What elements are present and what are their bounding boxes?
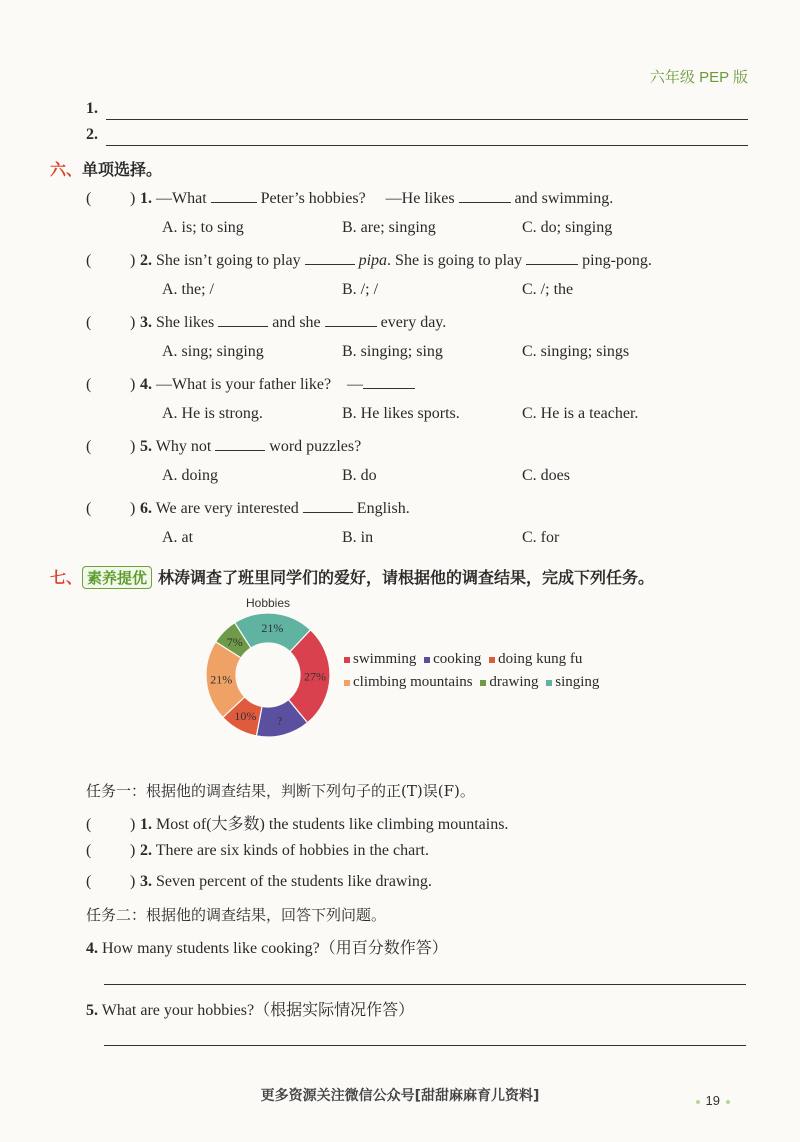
slice-label: 27% (303, 669, 326, 684)
slice-label: 7% (226, 634, 243, 649)
question-text: English. (356, 500, 410, 517)
blank[interactable] (218, 312, 268, 327)
question-text: She likes (156, 314, 215, 331)
answer-paren[interactable]: ( (86, 816, 92, 833)
tf-item-3 (86, 873, 432, 891)
blank[interactable] (526, 250, 578, 265)
paren-close: ) (130, 873, 136, 890)
legend-swatch (344, 680, 350, 686)
option-c[interactable]: C. /; the (522, 281, 574, 298)
slice-label: 10% (234, 709, 257, 724)
question-2 (86, 250, 652, 270)
paren-close: ) (130, 314, 136, 331)
tf-item-1 (86, 811, 508, 834)
question-number: 2. (140, 252, 152, 269)
legend-swatch (344, 657, 350, 663)
page-number-text: 19 (705, 1093, 720, 1108)
paren-close: ) (130, 252, 136, 269)
option-c[interactable]: C. He is a teacher. (522, 405, 639, 422)
option-a[interactable]: A. doing (162, 467, 218, 484)
dot-icon (696, 1100, 700, 1104)
answer-rule (106, 145, 748, 146)
blank[interactable] (305, 250, 355, 265)
slice-label: ? (277, 713, 283, 728)
answer-line-number: 1. (86, 100, 98, 117)
hobbies-donut-chart (200, 592, 340, 742)
question-number: 1. (140, 816, 152, 833)
option-b[interactable]: B. /; / (342, 281, 379, 298)
option-c[interactable]: C. does (522, 467, 570, 484)
answer-paren[interactable]: ( (86, 314, 92, 331)
slice-label: 21% (261, 621, 284, 636)
option-c[interactable]: C. do; singing (522, 219, 613, 236)
question-number: 3. (140, 873, 152, 890)
slice-label: 21% (210, 672, 233, 687)
question-4 (86, 374, 419, 394)
question-text: . She is going to play (387, 252, 523, 269)
question-text: We are very interested (155, 500, 299, 517)
legend-swatch (480, 680, 486, 686)
question-number: 2. (140, 842, 152, 859)
legend-swatch (424, 657, 430, 663)
open-question-4 (86, 935, 448, 958)
skill-badge: 素养提优 (82, 566, 152, 589)
answer-paren[interactable]: ( (86, 500, 92, 517)
question-text: Peter’s hobbies? (260, 190, 366, 207)
question-text: — (347, 376, 364, 393)
answer-line-q4[interactable] (104, 984, 746, 985)
option-a[interactable]: A. the; / (162, 281, 214, 298)
question-text: —What (156, 190, 207, 207)
blank[interactable] (363, 374, 415, 389)
dot-icon (726, 1100, 730, 1104)
section-number: 六、 (50, 160, 83, 179)
open-question-text: What are your hobbies?（根据实际情况作答） (101, 1002, 415, 1019)
blank[interactable] (325, 312, 377, 327)
legend-label: singing (555, 674, 600, 690)
option-c[interactable]: C. for (522, 529, 560, 546)
option-b[interactable]: B. He likes sports. (342, 405, 460, 422)
blank[interactable] (303, 498, 353, 513)
option-a[interactable]: A. at (162, 529, 194, 546)
legend-label: doing kung fu (498, 651, 583, 667)
section-title: 单项选择。 (82, 160, 163, 179)
question-text-italic: pipa (358, 252, 388, 269)
question-text: ping-pong. (582, 252, 652, 269)
answer-paren[interactable]: ( (86, 873, 92, 890)
footer-note: 更多资源关注微信公众号[甜甜麻麻育儿资料] (260, 1088, 540, 1104)
task-1-title: 任务一：根据他的调查结果，判断下列句子的正(T)误(F)。 (86, 782, 475, 800)
legend-label: drawing (489, 674, 539, 690)
task-2-title: 任务二：根据他的调查结果，回答下列问题。 (86, 906, 387, 924)
question-number: 5. (86, 1002, 98, 1019)
answer-paren[interactable]: ( (86, 842, 92, 859)
question-text: Why not (155, 438, 212, 455)
tf-item-2 (86, 842, 429, 860)
section-title: 林涛调查了班里同学们的爱好，请根据他的调查结果，完成下列任务。 (158, 568, 655, 587)
option-b[interactable]: B. in (342, 529, 374, 546)
section-6-heading (50, 157, 162, 180)
answer-line-number: 2. (86, 126, 98, 143)
chart-legend-row-1 (344, 651, 582, 668)
blank[interactable] (215, 436, 265, 451)
question-text: —What is your father like? (156, 376, 332, 393)
option-a[interactable]: A. is; to sing (162, 219, 244, 236)
tf-text: Seven percent of the students like drawing. (156, 873, 432, 890)
question-number: 4. (140, 376, 152, 393)
answer-line-2[interactable] (86, 126, 748, 148)
answer-paren[interactable]: ( (86, 252, 92, 269)
question-number: 4. (86, 940, 98, 957)
legend-swatch (546, 680, 552, 686)
paren-close: ) (130, 438, 136, 455)
option-b[interactable]: B. are; singing (342, 219, 436, 236)
answer-paren[interactable]: ( (86, 376, 92, 393)
legend-label: swimming (353, 651, 417, 667)
open-question-5 (86, 997, 414, 1020)
answer-rule (106, 119, 748, 120)
question-text: She isn’t going to play (156, 252, 301, 269)
legend-label: climbing mountains (353, 674, 473, 690)
paren-close: ) (130, 500, 136, 517)
open-question-text: How many students like cooking?（用百分数作答） (102, 940, 448, 957)
question-5 (86, 436, 361, 456)
question-text: word puzzles? (269, 438, 362, 455)
answer-line-1[interactable] (86, 100, 748, 122)
option-a[interactable]: A. sing; singing (162, 343, 264, 360)
chart-title: Hobbies (245, 596, 291, 610)
option-a[interactable]: A. He is strong. (162, 405, 263, 422)
tf-text: There are six kinds of hobbies in the chart. (155, 842, 429, 859)
question-3 (86, 312, 446, 332)
chart-legend-row-2 (344, 674, 599, 691)
paren-close: ) (130, 376, 136, 393)
question-number: 1. (140, 190, 152, 207)
answer-line-q5[interactable] (104, 1045, 746, 1046)
option-b[interactable]: B. do (342, 467, 377, 484)
option-b[interactable]: B. singing; sing (342, 343, 443, 360)
blank[interactable] (211, 188, 257, 203)
blank[interactable] (459, 188, 511, 203)
paren-close: ) (130, 842, 136, 859)
question-number: 6. (140, 500, 152, 517)
answer-paren[interactable]: ( (86, 438, 92, 455)
tf-text: Most of(大多数) the students like climbing mountains. (156, 816, 509, 833)
question-number: 5. (140, 438, 152, 455)
grade-tag: 六年级 PEP 版 (649, 69, 748, 86)
question-number: 3. (140, 314, 152, 331)
legend-label: cooking (433, 651, 482, 667)
legend-swatch (489, 657, 495, 663)
answer-paren[interactable]: ( (86, 190, 92, 207)
paren-close: ) (130, 190, 136, 207)
question-6 (86, 498, 410, 518)
question-text: and swimming. (514, 190, 614, 207)
paren-close: ) (130, 816, 136, 833)
question-1 (86, 188, 613, 208)
option-c[interactable]: C. singing; sings (522, 343, 630, 360)
page-number (690, 1093, 736, 1108)
question-text: every day. (380, 314, 447, 331)
question-text: and she (272, 314, 321, 331)
section-7-heading (50, 565, 654, 589)
section-number: 七、 (50, 568, 83, 587)
question-text: —He likes (385, 190, 455, 207)
